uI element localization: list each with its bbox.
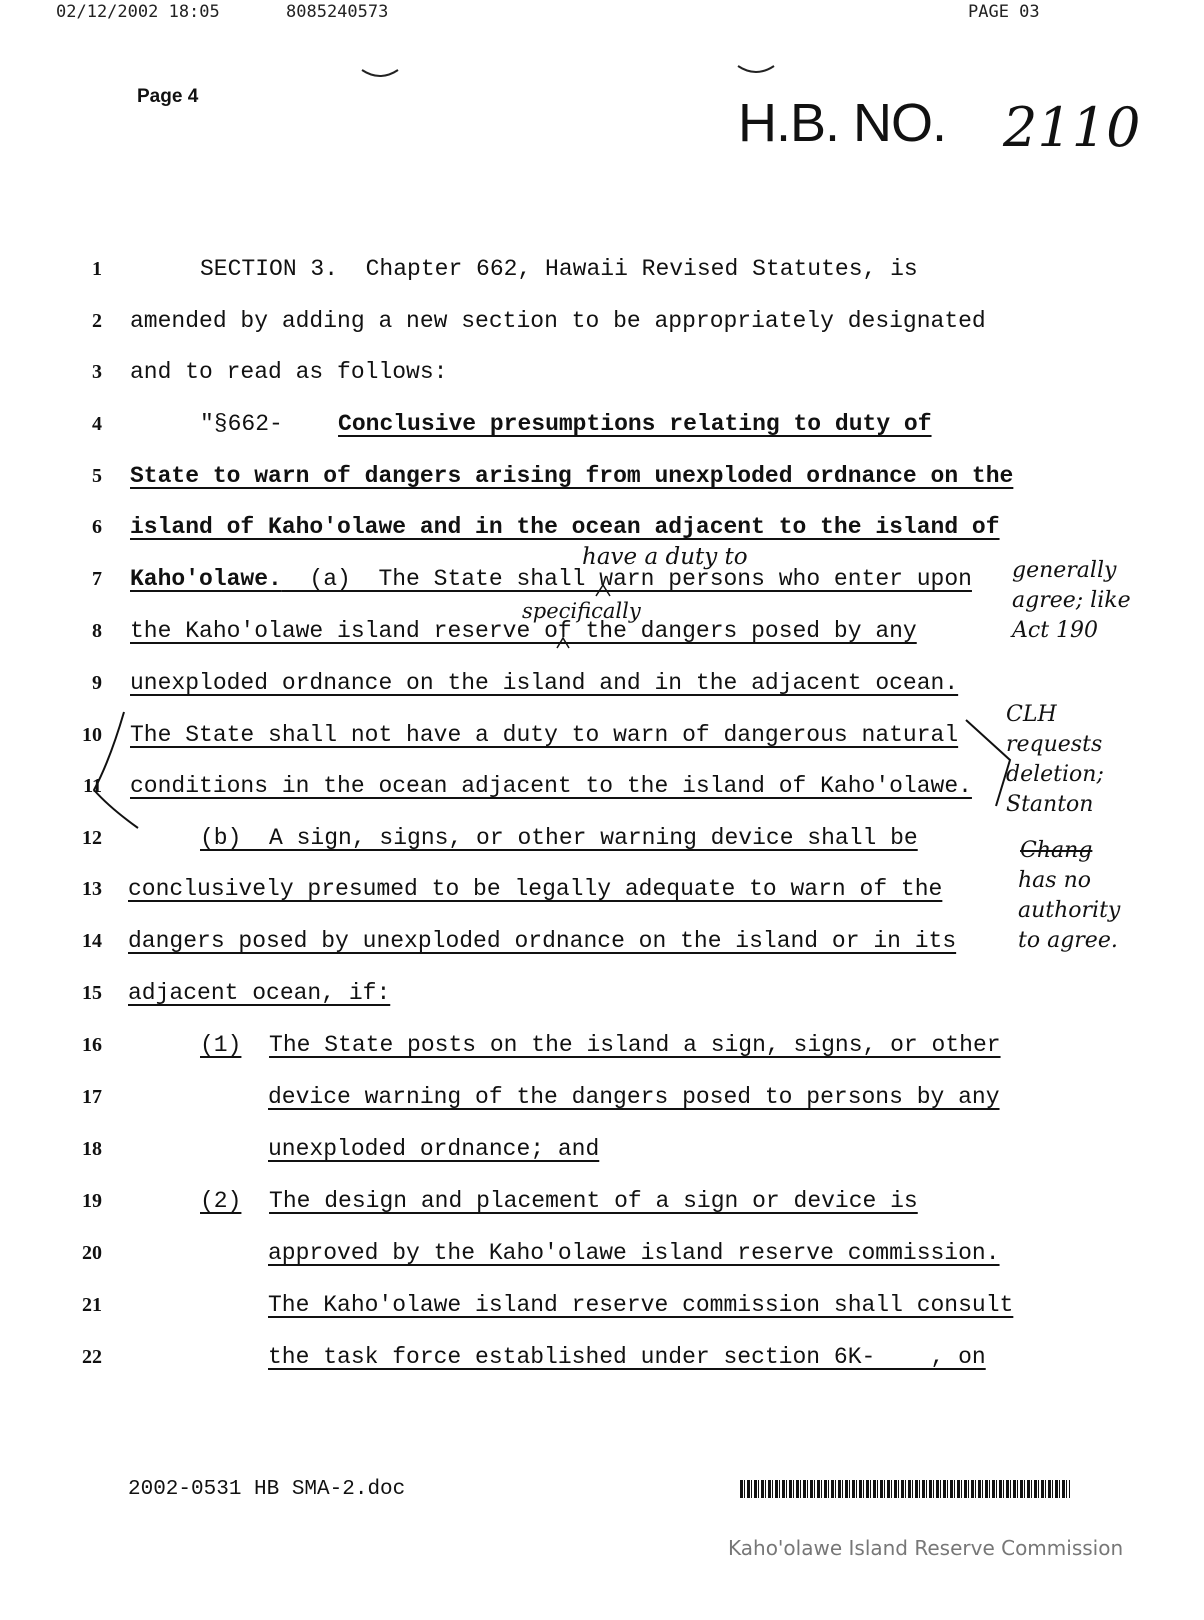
line-number: 19 — [82, 1190, 102, 1212]
line-text: conclusively presumed to be legally adequate to warn of the — [128, 876, 943, 902]
bill-prefix: H.B. NO. — [738, 93, 947, 153]
line-number: 10 — [82, 724, 102, 746]
caret-mark — [596, 585, 610, 596]
line-number: 21 — [82, 1294, 102, 1316]
line-number: 4 — [92, 413, 102, 435]
line-text: The Kaho'olawe island reserve commission shall consult — [268, 1292, 1014, 1318]
fax-datetime: 02/12/2002 18:05 — [56, 2, 220, 22]
handwritten-note: has no authority to agree. — [1018, 868, 1121, 953]
line-number: 11 — [83, 775, 102, 797]
line-text: Conclusive presumptions relating to duty of — [338, 411, 932, 437]
line-text: (a) The State shall warn persons who enter upon — [281, 566, 972, 592]
line-text: The State posts on the island a sign, signs, or other — [269, 1032, 1001, 1058]
line-number: 17 — [82, 1086, 102, 1108]
line-number: 18 — [82, 1138, 102, 1160]
punch-hole-mark — [362, 70, 398, 76]
handwritten-insert: have a duty to — [582, 544, 748, 570]
bill-number: 2110 — [1003, 96, 1141, 159]
line-text: adjacent ocean, if: — [128, 980, 391, 1006]
line-number: 16 — [82, 1034, 102, 1056]
line-number: 12 — [82, 827, 102, 849]
caret-mark — [557, 638, 569, 648]
line-text: amended by adding a new section to be appropriately designated — [130, 308, 986, 334]
section-lead: Kaho'olawe. — [130, 566, 282, 592]
line-text: the task force established under section 6K- , on — [268, 1344, 986, 1370]
line-text: unexploded ordnance; and — [268, 1136, 600, 1162]
fax-page: PAGE 03 — [968, 2, 1040, 22]
line-text: and to read as follows: — [130, 359, 448, 385]
line-number: 7 — [92, 568, 102, 590]
line-number: 2 — [92, 310, 102, 332]
line-number: 13 — [82, 878, 102, 900]
handwritten-struck-note: Chang — [1020, 838, 1093, 863]
line-text: SECTION 3. Chapter 662, Hawaii Revised Statutes, is — [200, 256, 918, 282]
bracket-right — [966, 720, 1010, 806]
page-label: Page 4 — [137, 86, 199, 107]
line-text: conditions in the ocean adjacent to the island of Kaho'olawe. — [130, 773, 972, 799]
line-number: 15 — [82, 982, 102, 1004]
line-number: 8 — [92, 620, 102, 642]
line-text: State to warn of dangers arising from unexploded ordnance on the — [130, 463, 1014, 489]
line-number: 22 — [82, 1346, 102, 1368]
line-text: device warning of the dangers posed to persons by any — [268, 1084, 1000, 1110]
item-label: (2) — [200, 1188, 242, 1214]
section-lead: "§662- — [200, 411, 339, 437]
fax-phone: 8085240573 — [286, 2, 389, 22]
line-text: island of Kaho'olawe and in the ocean adjacent to the island of — [130, 514, 1000, 540]
handwritten-note: generally agree; like Act 190 — [1012, 558, 1131, 643]
line-number: 1 — [92, 258, 102, 280]
item-label: (1) — [200, 1032, 242, 1058]
bracket-left — [94, 712, 138, 828]
line-text: approved by the Kaho'olawe island reserve commission. — [268, 1240, 1000, 1266]
line-number: 20 — [82, 1242, 102, 1264]
line-number: 5 — [92, 465, 102, 487]
line-text: unexploded ordnance on the island and in the adjacent ocean. — [130, 670, 959, 696]
handwritten-insert: specifically — [522, 599, 641, 623]
line-text: (b) A sign, signs, or other warning device shall be — [200, 825, 918, 851]
document-filename: 2002-0531 HB SMA-2.doc — [128, 1478, 406, 1501]
line-number: 3 — [92, 361, 102, 383]
line-text: The design and placement of a sign or device is — [269, 1188, 918, 1214]
line-number: 6 — [92, 516, 102, 538]
barcode — [740, 1480, 1070, 1498]
source-credit: Kaho'olawe Island Reserve Commission — [728, 1536, 1124, 1560]
line-text: the Kaho'olawe island reserve of the dangers posed by any — [130, 618, 917, 644]
line-text: The State shall not have a duty to warn of dangerous natural — [130, 722, 959, 748]
line-number: 14 — [82, 930, 102, 952]
line-text: dangers posed by unexploded ordnance on the island or in its — [128, 928, 957, 954]
punch-hole-mark — [738, 66, 774, 72]
handwritten-note: CLH requests deletion; Stanton — [1006, 702, 1104, 817]
line-number: 9 — [92, 672, 102, 694]
